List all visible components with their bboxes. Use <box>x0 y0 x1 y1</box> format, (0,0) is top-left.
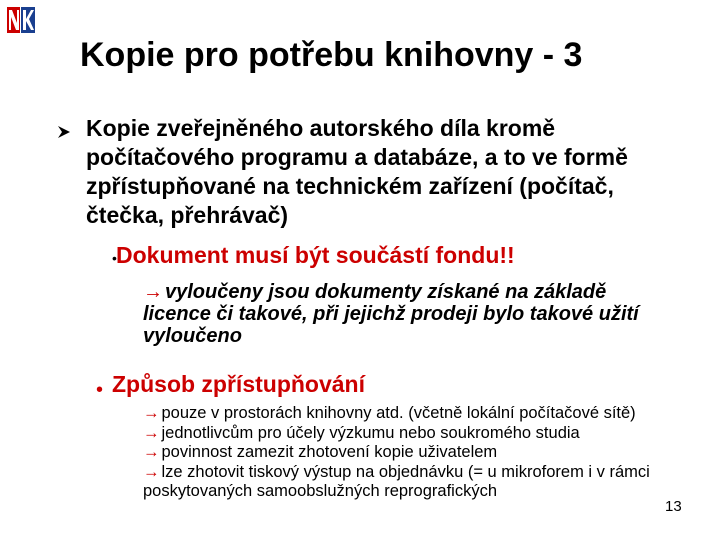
list-item-label: lze zhotovit tiskový výstup na objednávku (= u mikroforem i v rámci poskytovaných samoobslužných reprografických <box>143 462 650 500</box>
list-item <box>143 463 683 502</box>
list-item <box>143 443 683 463</box>
point-b-list <box>143 404 683 502</box>
arrow-right-icon: → <box>143 404 160 422</box>
list-item-label: jednotlivcům pro účely výzkumu nebo soukromého studia <box>161 423 580 442</box>
arrow-right-icon: → <box>143 281 163 303</box>
bullet-dot-b: • <box>96 379 104 401</box>
point-a-sub-label: vyloučeny jsou dokumenty získané na základě licence či takové, při jejichž prodeji bylo takové užití vyloučeno <box>143 281 639 347</box>
point-b-heading: Způsob zpřístupňování <box>112 371 365 397</box>
arrow-right-icon: → <box>143 443 160 461</box>
page-title: Kopie pro potřebu knihovny - 3 <box>80 36 583 74</box>
list-item-label: pouze v prostorách knihovny atd. (včetně lokální počítačové sítě) <box>161 404 636 422</box>
point-a-subtext <box>143 281 663 347</box>
point-a-heading: Dokument musí být součástí fondu!! <box>116 242 515 268</box>
list-item <box>143 404 683 424</box>
arrowhead-bullet-icon <box>58 126 70 138</box>
bullet-dot-a: • <box>112 250 117 266</box>
arrow-right-icon: → <box>143 462 160 481</box>
arrow-right-icon: → <box>143 423 160 442</box>
page-number: 13 <box>665 498 682 515</box>
list-item <box>143 424 683 444</box>
nk-logo-icon <box>6 6 36 34</box>
main-point-text: Kopie zveřejněného autorského díla kromě počítačového programu a databáze, a to ve formě zpřístupňované na technickém zařízení (počítač, čtečka, přehrávač) <box>86 115 628 228</box>
list-item-label: povinnost zamezit zhotovení kopie uživatelem <box>161 443 498 461</box>
